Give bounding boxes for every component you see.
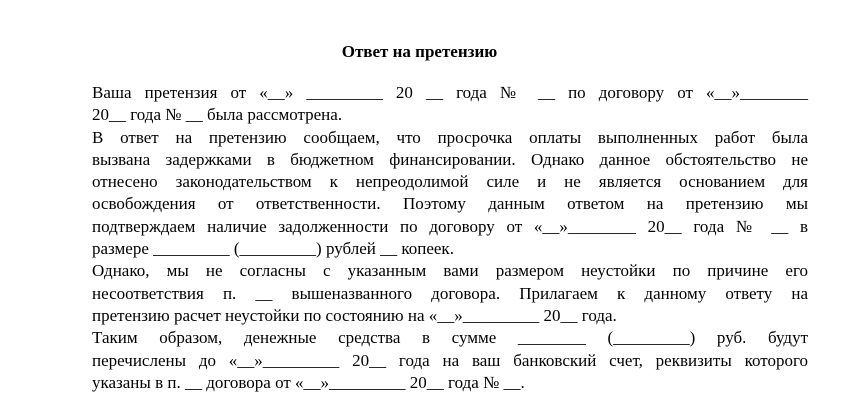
- paragraph-line: претензию расчет неустойки по состоянию на «__»_________ 20__ года.: [92, 305, 617, 325]
- paragraph-line: подтверждаем наличие задолженности по договору от «__»________ 20__ года № __ в: [92, 216, 808, 236]
- paragraph-line: размере _________ (_________) рублей __ копеек.: [92, 239, 454, 259]
- document-page: [31, 40, 808, 394]
- paragraph-line: вызвана задержками в бюджетном финансировании. Однако данное обстоятельство не: [92, 149, 808, 169]
- paragraph-line: Ваша претензия от «__» _________ 20 __ года № __ по договору от «__»________: [92, 83, 808, 102]
- paragraph-line: несоответствия п. __ вышеназванного договора. Прилагаем к данному ответу на: [92, 283, 808, 303]
- paragraph-line: Однако, мы не согласны с указанным вами размером неустойки по причине его: [92, 261, 808, 281]
- paragraph-line: В ответ на претензию сообщаем, что просрочка оплаты выполненных работ была: [92, 127, 808, 147]
- paragraph-line: отнесено законодательством к непреодолимой силе и не является основанием для: [92, 172, 808, 192]
- paragraph-line: 20__ года № __ была рассмотрена.: [92, 105, 343, 125]
- paragraph-penalty-disagreement: [31, 260, 808, 327]
- paragraph-line: указаны в п. __ договора от «__»_________ 20__ года № __.: [92, 372, 525, 392]
- paragraph-line: Таким образом, денежные средства в сумме ________ (_________) руб. будут: [92, 328, 808, 348]
- paragraph-debt-acknowledgement: [31, 127, 808, 261]
- paragraph-payment-terms: [31, 327, 808, 394]
- document-title: Ответ на претензию: [341, 42, 498, 61]
- paragraph-line: перечислены до «__»_________ 20__ года на ваш банковский счет, реквизиты которого: [92, 350, 808, 370]
- paragraph-line: освобождения от ответственности. Поэтому данным ответом на претензию мы: [92, 194, 808, 214]
- paragraph-claim-reference: [31, 82, 808, 127]
